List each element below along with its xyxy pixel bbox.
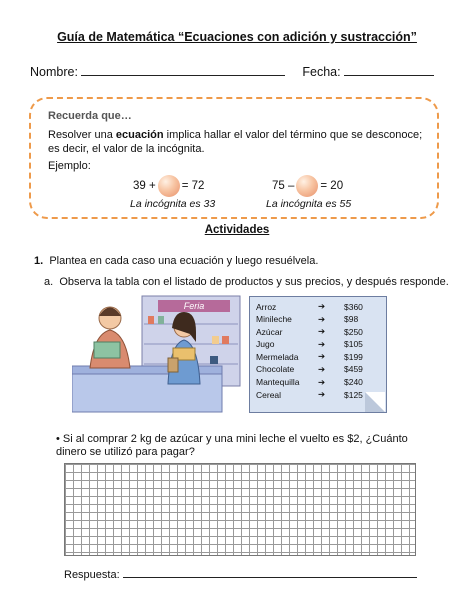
activities-title: Actividades [204, 224, 270, 236]
price-row: Azúcar ➔ $250 [256, 326, 363, 337]
eq1-right: = 72 [181, 180, 205, 193]
reminder-text [48, 128, 423, 156]
question [56, 433, 426, 459]
price-row: Chocolate ➔ $459 [256, 363, 363, 375]
item-text: Plantea en cada caso una ecuación y luego resuélvela. [49, 255, 319, 267]
bullet: • [56, 433, 60, 445]
reminder-title: Recuerda que… [48, 110, 132, 122]
name-label: Nombre: [30, 65, 78, 79]
price-table [256, 301, 363, 402]
price-row: Mantequilla ➔ $240 [256, 376, 363, 388]
header-fields [30, 64, 450, 79]
page-curl-icon [365, 392, 385, 412]
reminder-text-start: Resolver una [48, 129, 116, 141]
answer-label: Respuesta: [64, 569, 120, 581]
unknown-ball-icon [296, 175, 318, 197]
example-label: Ejemplo: [48, 160, 91, 172]
eq1-note: La incógnita es 33 [130, 198, 216, 210]
price-row: Arroz ➔ $360 [256, 301, 363, 312]
price-row: Mermelada ➔ $199 [256, 351, 363, 362]
activity-item-1 [34, 255, 318, 267]
date-label: Fecha: [302, 65, 341, 79]
example-equation-1 [133, 175, 204, 197]
question-text: Si al comprar 2 kg de azúcar y una mini leche el vuelto es $2, ¿Cuánto dinero se utilizó para pagar? [56, 433, 408, 458]
eq1-left: 39 + [133, 180, 156, 193]
item-letter: a. [44, 276, 54, 288]
example-equation-2 [272, 175, 343, 197]
unknown-ball-icon [158, 175, 180, 197]
name-field[interactable] [81, 64, 285, 76]
item-text: Observa la tabla con el listado de productos y sus precios, y después responde. [59, 276, 449, 288]
reminder-text-end: implica hallar el valor del término que se desconoce; es decir, el valor de la incógnita. [48, 129, 423, 155]
reminder-keyword: ecuación [115, 129, 164, 141]
answer-line [64, 566, 417, 581]
price-row: Jugo ➔ $105 [256, 338, 363, 350]
answer-field[interactable] [123, 566, 417, 578]
activity-item-1a [44, 276, 449, 288]
work-grid[interactable] [64, 463, 416, 556]
eq2-left: 75 – [272, 180, 295, 193]
eq2-right: = 20 [320, 180, 344, 193]
price-row: Minileche ➔ $98 [256, 313, 359, 325]
shop-sign: Feria [183, 301, 205, 311]
page-title: Guía de Matemática “Ecuaciones con adición y sustracción” [57, 30, 417, 44]
date-field[interactable] [344, 64, 434, 76]
eq2-note: La incógnita es 55 [266, 198, 352, 210]
item-number: 1. [34, 255, 44, 267]
price-row: Cereal ➔ $125 [256, 389, 363, 400]
shop-illustration [72, 294, 242, 414]
